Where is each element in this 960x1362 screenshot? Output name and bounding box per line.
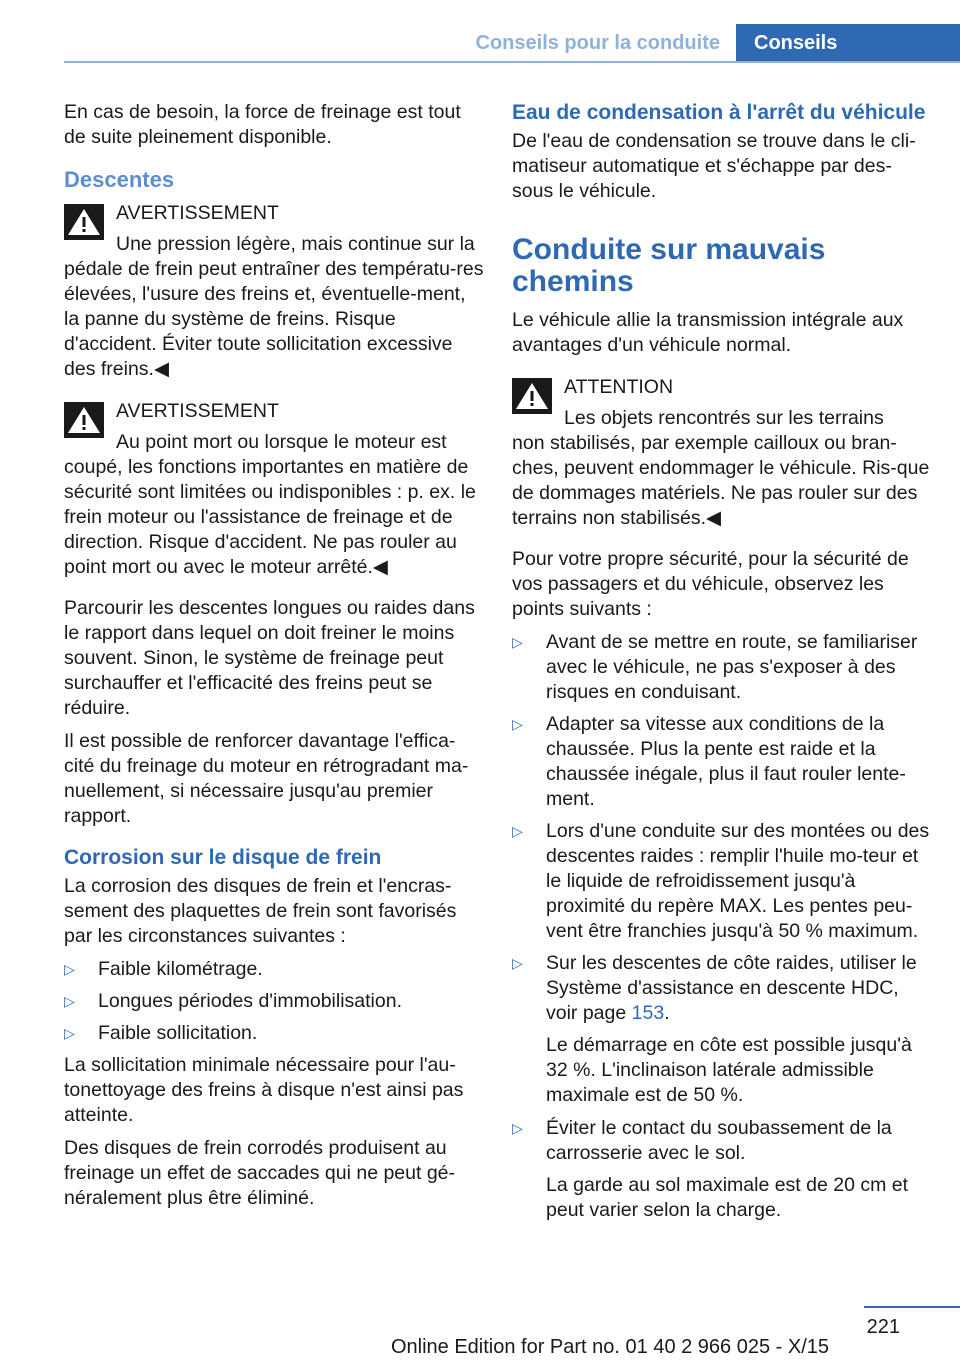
header-rule (64, 61, 960, 63)
list-item-note: Le démarrage en côte est possible jusqu'à 32 %. L'inclinaison latérale admissible maximale est de 50 %. (546, 1034, 912, 1106)
warning-text-first: Au point mort ou lorsque le moteur est (116, 431, 447, 453)
warning-text: pédale de frein peut entraîner des températu-res élevées, l'usure des freins et, éventuelle-ment, la panne du système de freins. Risque d'accident. Éviter toute sollicitation excessive des freins.◀ (64, 258, 484, 380)
paragraph: Parcourir les descentes longues ou raides dans le rapport dans lequel on doit freiner le moins souvent. Sinon, le système de freinage peut surchauffer et l'efficacité des freins peut se réduire. (64, 597, 475, 719)
attention-text: non stabilisés, par exemple cailloux ou bran-ches, peuvent endommager le véhicule. Ris-que de dommages matériels. Ne pas rouler sur des terrains non stabilisés.◀ (512, 432, 930, 529)
descentes-heading: Descentes (64, 167, 175, 192)
triangle-bullet-icon: ▷ (512, 823, 523, 839)
footer-edition: Online Edition for Part no. 01 40 2 966 025 - X/15 (390, 1336, 830, 1358)
warning-text-first: Une pression légère, mais continue sur la (116, 233, 475, 255)
attention-block (512, 374, 932, 531)
list-item-note: La garde au sol maximale est de 20 cm et peut varier selon la charge. (546, 1174, 909, 1221)
paragraph: Pour votre propre sécurité, pour la sécurité de vos passagers et du véhicule, observez les points suivants : (512, 548, 909, 620)
triangle-bullet-icon: ▷ (64, 993, 75, 1009)
page-link[interactable]: 153 (631, 1002, 665, 1024)
right-column (512, 100, 932, 1231)
paragraph: La sollicitation minimale nécessaire pour l'au-tonettoyage des freins à disque n'est ainsi pas atteinte. (64, 1054, 464, 1126)
warning-block (64, 398, 484, 580)
triangle-bullet-icon: ▷ (512, 955, 523, 971)
footer-rule (864, 1306, 960, 1308)
condensation-heading: Eau de condensation à l'arrêt du véhicule (512, 101, 926, 124)
warning-triangle-icon (512, 378, 552, 414)
triangle-bullet-icon: ▷ (512, 1120, 523, 1136)
page-header (0, 0, 960, 64)
paragraph: Des disques de frein corrodés produisent au freinage un effet de saccades qui ne peut gé-néralement plus être éliminé. (64, 1137, 456, 1209)
warning-title: AVERTISSEMENT (116, 202, 279, 224)
points-list (512, 1116, 932, 1166)
warning-triangle-icon (64, 204, 104, 240)
list-item: ▷ Faible sollicitation. (64, 1022, 258, 1044)
corrosion-heading: Corrosion sur le disque de frein (64, 846, 382, 869)
main-heading: Conduite sur mauvais chemins (512, 233, 826, 298)
attention-title: ATTENTION (564, 376, 674, 398)
triangle-bullet-icon: ▷ (512, 634, 523, 650)
triangle-bullet-icon: ▷ (64, 1025, 75, 1041)
warning-block (64, 200, 484, 382)
points-list (512, 630, 932, 1026)
triangle-bullet-icon: ▷ (64, 961, 75, 977)
paragraph: Il est possible de renforcer davantage l'effica-cité du freinage du moteur en rétrogradant ma-nuellement, si nécessaire jusqu'au premier rapport. (64, 730, 469, 827)
warning-triangle-icon (64, 402, 104, 438)
list-item: ▷ Adapter sa vitesse aux conditions de la chaussée. Plus la pente est raide et la chaussée inégale, plus il faut rouler lente-ment. (512, 713, 906, 810)
triangle-bullet-icon: ▷ (512, 716, 523, 732)
paragraph: De l'eau de condensation se trouve dans le cli-matiseur automatique et s'échappe par des-sous le véhicule. (512, 130, 916, 202)
intro-paragraph: En cas de besoin, la force de freinage est tout de suite pleinement disponible. (64, 101, 461, 148)
list-item: ▷ Lors d'une conduite sur des montées ou des descentes raides : remplir l'huile mo-teur et le liquide de refroidissement jusqu'à proximité du repère MAX. Les pentes peu-vent être franchies jusqu'à 50 % maximum. (512, 820, 930, 942)
paragraph: Le véhicule allie la transmission intégrale aux avantages d'un véhicule normal. (512, 309, 904, 356)
section-tab: Conseils (736, 24, 960, 62)
left-column (64, 100, 484, 1219)
list-item: ▷ Faible kilométrage. (64, 958, 263, 980)
list-item: ▷ Éviter le contact du soubassement de la carrosserie avec le sol. (512, 1117, 892, 1164)
warning-text: coupé, les fonctions importantes en matière de sécurité sont limitées ou indisponibles : p. ex. le frein moteur ou l'assistance de freinage et de direction. Risque d'accident. Ne pas rouler au point mort ou avec le moteur arrêté.◀ (64, 456, 476, 578)
attention-text-first: Les objets rencontrés sur les terrains (564, 407, 884, 429)
page-number: 221 (866, 1316, 900, 1338)
breadcrumb: Conseils pour la conduite (475, 32, 720, 54)
warning-title: AVERTISSEMENT (116, 400, 279, 422)
paragraph: La corrosion des disques de frein et l'encras-sement des plaquettes de frein sont favorisés par les circonstances suivantes : (64, 875, 457, 947)
list-item: ▷ Longues périodes d'immobilisation. (64, 990, 402, 1012)
corrosion-list (64, 957, 484, 1046)
list-item: ▷ Avant de se mettre en route, se familiariser avec le véhicule, ne pas s'exposer à des risques en conduisant. (512, 631, 918, 703)
list-item: ▷ Sur les descentes de côte raides, utiliser le Système d'assistance en descente HDC, voir page 153. (512, 952, 917, 1024)
